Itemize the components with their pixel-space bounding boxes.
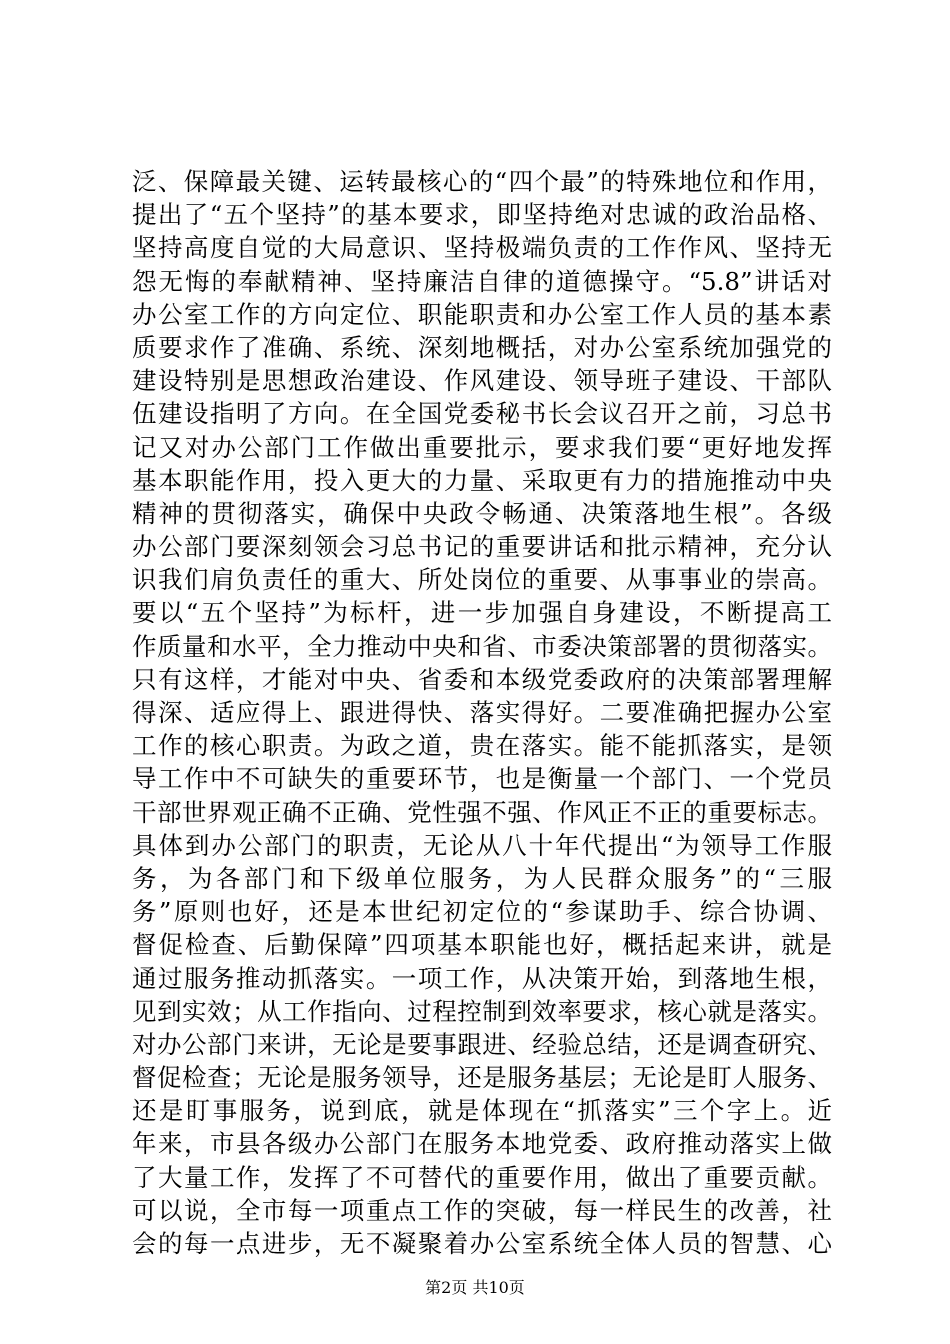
text-line: 精神的贯彻落实，确保中央政令畅通、决策落地生根”。各级 bbox=[132, 498, 832, 528]
text-line: 干部世界观正确不正确、党性强不强、作风正不正的重要标志。 bbox=[132, 797, 832, 827]
text-line: 对办公部门来讲，无论是要事跟进、经验总结，还是调查研究、 bbox=[132, 1029, 832, 1059]
text-line: 通过服务推动抓落实。一项工作，从决策开始，到落地生根， bbox=[132, 963, 832, 993]
text-line: 会的每一点进步，无不凝聚着办公室系统全体人员的智慧、心 bbox=[132, 1229, 832, 1258]
text-line: 了大量工作，发挥了不可替代的重要作用，做出了重要贡献。 bbox=[132, 1162, 832, 1192]
text-line: 只有这样，才能对中央、省委和本级党委政府的决策部署理解 bbox=[132, 664, 832, 694]
text-line: 怨无悔的奉献精神、坚持廉洁自律的道德操守。“5.8”讲话对 bbox=[132, 266, 832, 296]
text-line: 识我们肩负责任的重大、所处岗位的重要、从事事业的崇高。 bbox=[132, 565, 832, 595]
text-line: 坚持高度自觉的大局意识、坚持极端负责的工作作风、坚持无 bbox=[132, 233, 832, 263]
text-line: 基本职能作用，投入更大的力量、采取更有力的措施推动中央 bbox=[132, 465, 832, 495]
text-line: 还是盯事服务，说到底，就是体现在“抓落实”三个字上。近 bbox=[132, 1096, 832, 1126]
text-line: 得深、适应得上、跟进得快、落实得好。二要准确把握办公室 bbox=[132, 698, 832, 727]
text-line: 导工作中不可缺失的重要环节，也是衡量一个部门、一个党员 bbox=[132, 764, 832, 794]
text-line: 督促检查、后勤保障”四项基本职能也好，概括起来讲，就是 bbox=[132, 930, 832, 960]
text-line: 见到实效；从工作指向、过程控制到效率要求，核心就是落实。 bbox=[132, 996, 832, 1026]
text-line: 办公室工作的方向定位、职能职责和办公室工作人员的基本素 bbox=[132, 299, 832, 329]
page-number-footer: 第2页 共10页 bbox=[425, 1278, 525, 1297]
text-line: 质要求作了准确、系统、深刻地概括，对办公室系统加强党的 bbox=[132, 332, 832, 362]
text-line: 务”原则也好，还是本世纪初定位的“参谋助手、综合协调、 bbox=[132, 897, 832, 927]
body-text bbox=[132, 165, 832, 1260]
text-line: 年来，市县各级办公部门在服务本地党委、政府推动落实上做 bbox=[132, 1129, 832, 1159]
text-line: 记又对办公部门工作做出重要批示，要求我们要“更好地发挥 bbox=[132, 432, 832, 462]
text-line: 提出了“五个坚持”的基本要求，即坚持绝对忠诚的政治品格、 bbox=[132, 200, 832, 230]
text-line: 要以“五个坚持”为标杆，进一步加强自身建设，不断提高工 bbox=[132, 598, 832, 628]
text-line: 伍建设指明了方向。在全国党委秘书长会议召开之前，习总书 bbox=[132, 399, 832, 429]
text-line: 泛、保障最关键、运转最核心的“四个最”的特殊地位和作用， bbox=[132, 167, 832, 196]
text-line: 建设特别是思想政治建设、作风建设、领导班子建设、干部队 bbox=[132, 366, 832, 396]
text-line: 督促检查；无论是服务领导，还是服务基层；无论是盯人服务、 bbox=[132, 1063, 832, 1093]
text-line: 可以说，全市每一项重点工作的突破，每一样民生的改善，社 bbox=[132, 1195, 832, 1225]
text-line: 工作的核心职责。为政之道，贵在落实。能不能抓落实，是领 bbox=[132, 731, 832, 761]
text-line: 具体到办公部门的职责，无论从八十年代提出“为领导工作服 bbox=[132, 830, 832, 860]
text-line: 作质量和水平，全力推动中央和省、市委决策部署的贯彻落实。 bbox=[132, 631, 832, 661]
text-line: 务，为各部门和下级单位服务，为人民群众服务”的“三服 bbox=[132, 863, 832, 893]
text-line: 办公部门要深刻领会习总书记的重要讲话和批示精神，充分认 bbox=[132, 532, 832, 562]
